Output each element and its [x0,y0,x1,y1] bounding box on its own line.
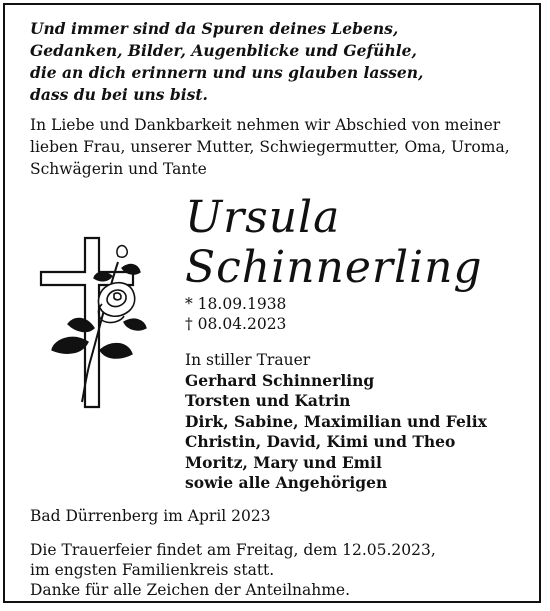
place-date: Bad Dürrenberg im April 2023 [30,507,271,525]
intro-line: lieben Frau, unserer Mutter, Schwiegermutter, Oma, Uroma, [30,138,510,156]
mourners-list [185,350,487,494]
poem [30,18,423,106]
mourner-name: sowie alle Angehörigen [185,473,388,492]
birth-date: * 18.09.1938 [185,295,287,313]
cross-with-rose-icon [38,232,158,412]
intro-line: In Liebe und Dankbarkeit nehmen wir Abschied von meiner [30,116,501,134]
mourner-name: Gerhard Schinnerling [185,370,375,390]
poem-line: Und immer sind da Spuren deines Lebens, [30,19,399,38]
poem-line: dass du bei uns bist. [30,85,208,104]
mourner-name: Torsten und Katrin [185,391,351,410]
death-date: † 08.04.2023 [185,315,287,333]
poem-line: die an dich erinnern und uns glauben lassen, [30,63,424,82]
intro-line: Schwägerin und Tante [30,160,207,178]
first-name: Ursula [185,192,341,243]
poem-line: Gedanken, Bilder, Augenblicke und Gefühle, [30,41,417,60]
mourner-name: Dirk, Sabine, Maximilian und Felix [185,411,487,431]
mourner-name: Moritz, Mary und Emil [185,452,382,472]
closing-line: Danke für alle Zeichen der Anteilnahme. [30,581,351,599]
closing-line: im engsten Familienkreis statt. [30,561,275,579]
mourners-heading: In stiller Trauer [185,351,311,369]
last-name: Schinnerling [185,242,483,293]
life-dates [185,294,286,334]
closing-line: Die Trauerfeier findet am Freitag, dem 12.05.2023, [30,541,436,559]
mourner-name: Christin, David, Kimi und Theo [185,432,456,451]
closing-text [30,540,436,600]
intro-text [30,114,530,180]
deceased-name [185,193,483,293]
